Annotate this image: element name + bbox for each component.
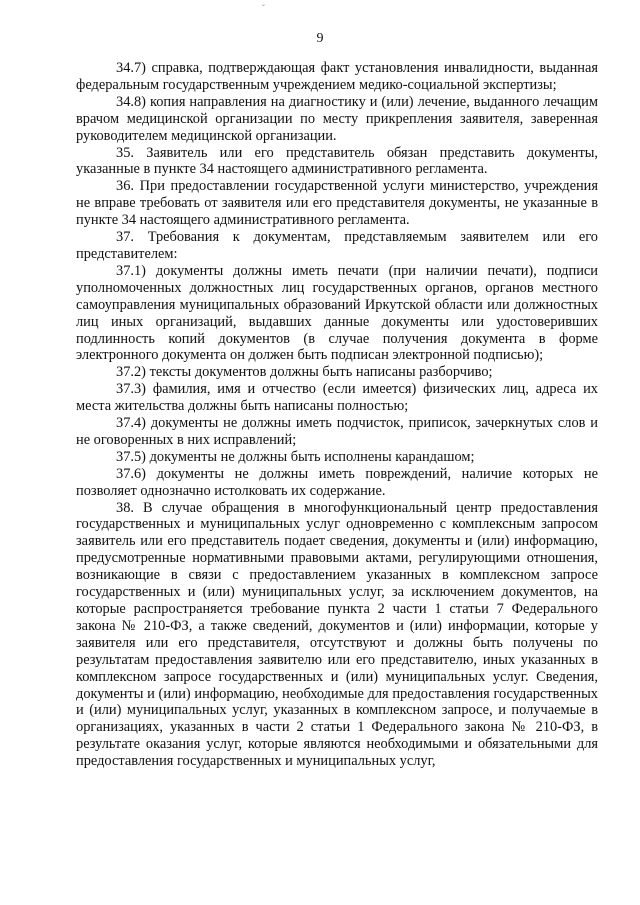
scan-artifact-mark: ˇ xyxy=(262,3,265,13)
document-body xyxy=(76,60,598,770)
page-number: 9 xyxy=(316,31,324,46)
paragraph-36: 36. При предоставлении государственной услуги министерство, учреждения не вправе требовать от заявителя или его представителя документы, не указанные в пункте 34 настоящего административного регламента. xyxy=(76,178,598,229)
paragraph-37: 37. Требования к документам, представляемым заявителем или его представителем: xyxy=(76,229,598,262)
paragraph-37-5: 37.5) документы не должны быть исполнены карандашом; xyxy=(116,448,475,465)
paragraph-37-2: 37.2) тексты документов должны быть написаны разборчиво; xyxy=(116,364,493,381)
paragraph-37-3: 37.3) фамилия, имя и отчество (если имеется) физических лиц, адреса их места жительства должны быть написаны полностью; xyxy=(76,381,598,415)
paragraph-35: 35. Заявитель или его представитель обязан представить документы, указанные в пункте 34 настоящего административного регламента. xyxy=(76,144,598,178)
paragraph-34-7: 34.7) справка, подтверждающая факт установления инвалидности, выданная федеральным государственным учреждением медико-социальной экспертизы; xyxy=(76,60,598,93)
paragraph-38: 38. В случае обращения в многофункциональный центр предоставления государственных и муниципальных услуг одновременно с комплексным запросом заявитель или его представитель подает сведения, документы и (или) информацию, предусмотренные нормативными правовыми актами, регулирующими отношения, возникающие в связи с предоставлением указанных в комплексном запросе государственных и (или) муниципальных услуг, за исключением документов, на которые распространяется требование пункта 2 части 1 статьи 7 Федерального закона № 210-ФЗ, а также сведений, документов и (или) информации, которые у заявителя или его представителя, отсутствуют и должны быть получены по результатам предоставления заявителю или его представителю, иных указанных в комплексном запросе государственных и (или) муниципальных услуг. Сведения, документы и (или) информацию, необходимые для предоставления государственных и (или) муниципальных услуг, указанных в комплексном запросе, и получаемые в организациях, указанных в части 2 статьи 1 Федерального закона № 210-ФЗ, в результате оказания услуг, которые являются необходимыми и обязательными для предоставления государственных и муниципальных услуг, xyxy=(76,499,598,770)
paragraph-37-6: 37.6) документы не должны иметь повреждений, наличие которых не позволяет однозначно истолковать их содержание. xyxy=(76,465,598,499)
paragraph-37-1: 37.1) документы должны иметь печати (при наличии печати), подписи уполномоченных должностных лиц государственных органов, органов местного самоуправления муниципальных образований Иркутской области или должностных лиц иных организаций, выдавших данные документы или удостоверивших подлинность копий документов (в случае получения документа в форме электронного документа он должен быть подписан электронной подписью); xyxy=(76,262,598,364)
paragraph-34-8: 34.8) копия направления на диагностику и (или) лечение, выданного лечащим врачом медицинской организации по месту прикрепления заявителя, заверенная руководителем медицинской организации. xyxy=(76,93,598,144)
paragraph-37-4: 37.4) документы не должны иметь подчисток, приписок, зачеркнутых слов и не оговоренных в них исправлений; xyxy=(76,415,598,448)
